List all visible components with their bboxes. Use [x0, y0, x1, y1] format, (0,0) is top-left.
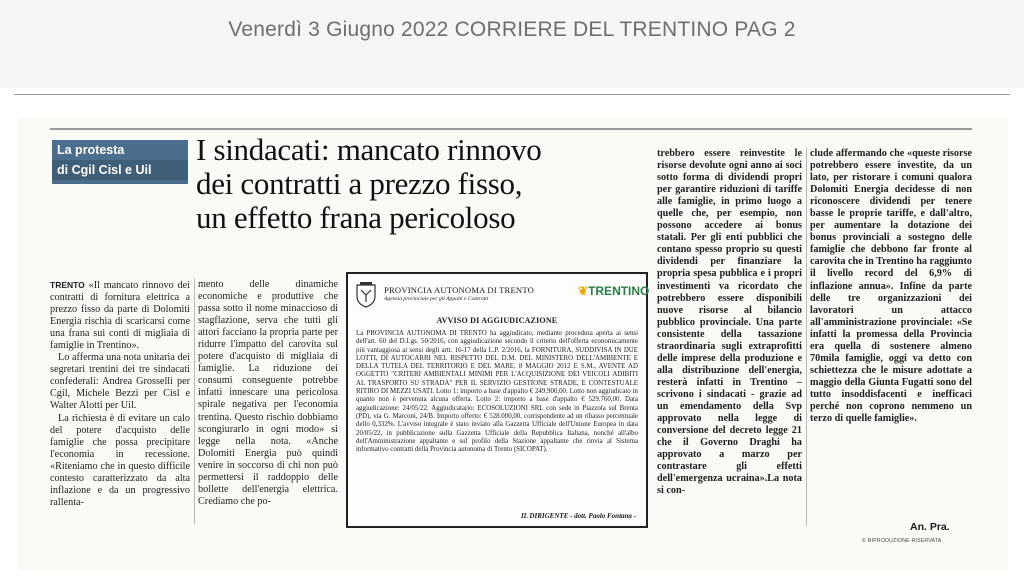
notice-title: AVVISO DI AGGIUDICAZIONE: [436, 316, 558, 325]
article-column-5: [810, 148, 972, 425]
kicker-line-1: La protesta: [57, 143, 125, 157]
notice-agency: Agenzia provinciale per gli Appalti e Contratti: [384, 296, 489, 302]
copyright-notice: © RIPRODUZIONE RISERVATA: [862, 538, 942, 544]
column-divider: [194, 279, 195, 524]
article-headline: [196, 133, 626, 235]
article-kicker: [52, 140, 188, 184]
kicker-line-2: di Cgil Cisl e Uil: [52, 160, 188, 180]
coat-of-arms-icon: [355, 282, 377, 308]
trentino-logo-text: TRENTINO: [588, 284, 650, 298]
col1-paragraph-1: «Il mancato rinnovo dei contratti di fornitura elettrica a prezzo fisso da parte di Dolomiti Energia rischia di scaricarsi come una frana sui conti di migliaia di famiglie in Trentino».: [50, 280, 190, 352]
leaf-icon: ❦: [578, 284, 589, 298]
trentino-logo: [578, 284, 649, 298]
article-column-1: [50, 279, 190, 509]
col4-paragraph-1: trebbero essere reinvestite le risorse devolute ogni anno ai soci sotto forma di dividendi propri per garantire riduzioni di tariffe alle famiglie, in primo luogo a quelle che, per esempio, non possono accedere ai bonus statali. Per gli enti pubblici che contano spesso proprio su questi dividendi per finanziare la propria spesa pubblica e i propri investimenti va ricordato che potrebbero essere disponibili nuove risorse al bilancio pubblico provinciale. Una parte consistente della tassazione straordinaria sugli extraprofitti delle imprese della produzione e alla distribuzione dell'energia, resterà infatti in Trentino – scrivono i sindacati - grazie ad un emendamento della Svp approvato nella legge di conversione del decreto legge 21 che il Governo Draghi ha approvato a marzo per contrastare gli effetti dell'emergenza ucraina».La nota si con-: [657, 148, 802, 497]
article-column-4: [657, 148, 802, 497]
col1-paragraph-2: Lo afferma una nota unitaria dei segretari trentini dei tre sindacati confederali: Andrea Grosselli per Cgil, Michele Bezzi per Cisl e Walter Alotti per Uil.: [50, 352, 190, 412]
notice-organization: PROVINCIA AUTONOMA DI TRENTO: [384, 285, 535, 295]
dateline: TRENTO: [50, 280, 85, 290]
top-rule: [50, 128, 972, 130]
article-column-2: [198, 279, 338, 508]
headline-line-2: dei contratti a prezzo fisso,: [196, 166, 523, 201]
col1-paragraph-3: La richiesta è di evitare un calo del potere d'acquisto delle famiglie che possa precipitare l'economia in recessione. «Riteniamo che in questo difficile contesto caratterizzato da alta inflazione e da un progressivo rallenta-: [50, 412, 190, 508]
headline-line-1: I sindacati: mancato rinnovo: [196, 132, 542, 167]
header-divider: [14, 94, 1010, 95]
notice-body: La PROVINCIA AUTONOMA DI TRENTO ha aggiudicato, mediante procedura aperta ai sensi dell'art. 60 del D.Lgs. 50/2016, con aggiudicazione secondo il criterio dell'offerta economicamente più vantaggiosa ai sensi degli artt. 16-17 della L.P. 2/2016, la FORNITURA, SUDDIVISA IN DUE LOTTI, DI AUTOCARRI NEL RISPETTO DEL D.M. DEL MINISTERO DELL'AMBIENTE E DELLA TUTELA DEL TERRITORIO E DEL MARE, 8 MAGGIO 2012 E S.M., AVENTE AD OGGETTO "CRITERI AMBIENTALI MINIMI PER L'ACQUISIZIONE DEI VEICOLI ADIBITI AL TRASPORTO SU STRADA" PER IL SERVIZIO GESTIONE STRADE, E CONTESTUALE RITIRO DI MEZZI USATI. Lotto 1: importo a base d'appalto € 249.900,00. Lotto non aggiudicato in quanto non è pervenuta alcuna offerta. Lotto 2: importo a base d'appalto € 529.760,00. Data aggiudicazione: 24/05/22. Aggiudicatario: ECOSOLUZIONI SRL con sede in Piazzola sul Brenta (PD), via G. Marconi, 24/B. Importo offerto: € 528.000,00, corrispondente ad un ribasso percentuale dello 0,332%. L'avviso integrale è stato inviato alla Gazzetta Ufficiale dell'Unione Europea in data 20/05/22, in pubblicazione sulla Gazzetta Ufficiale della Repubblica Italiana, nonché all'albo dell'Amministrazione appaltante e sul profilo della Stazione appaltante che rinvia al Sistema informativo contratti della Provincia autonoma di Trento (SICOPAT).: [356, 330, 638, 454]
col2-paragraph-1: mento delle dinamiche economiche e produttive che passa sotto il nome minaccioso di stagflazione, serva che tutti gli attori facciano la propria parte per ridurre l'impatto del carovita sul potere d'acquisto di migliaia di famiglie. La riduzione dei consumi conseguente potrebbe infatti innescare una pericolosa spirale negativa per l'economia trentina. Questo rischio dobbiamo scongiurarlo in ogni modo» si legge nella nota. «Anche Dolomiti Energia può quindi venire in soccorso di chi non può permettersi il raddoppio delle bollette dell'energia elettrica. Crediamo che po-: [198, 279, 338, 507]
advertisement-notice: [346, 272, 648, 528]
page-title: Venerdì 3 Giugno 2022 CORRIERE DEL TRENTINO PAG 2: [228, 18, 796, 41]
col5-paragraph-1: clude affermando che «queste risorse potrebbero essere investite, da un lato, per ristorare i comuni qualora Dolomiti Energia decidesse di non riconoscere dividendi per tenere basse le proprie tariffe, e dall'altro, per aumentare la dotazione dei bonus provinciali a sostegno delle famiglie che debbono far fronte al carovita che in Trentino ha raggiunto il livello record del 6,9% di inflazione annua». Infine da parte delle tre organizzazioni dei lavoratori un attacco all'amministrazione provinciale: «Se infatti la promessa della Provincia era quella di sostenere almeno 70mila famiglie, oggi va detto con schiettezza che le misure adottate a maggio della Giunta Fugatti sono del tutto insoddisfacenti e inefficaci perché non coprono nemmeno un terzo di quelle famiglie».: [810, 148, 972, 425]
header-bar: [0, 0, 1024, 88]
headline-line-3: un effetto frana pericoloso: [196, 200, 516, 235]
author-signature: An. Pra.: [910, 521, 950, 533]
notice-signature: IL DIRIGENTE - dott. Paolo Fontana -: [520, 512, 636, 520]
column-divider: [806, 148, 807, 526]
